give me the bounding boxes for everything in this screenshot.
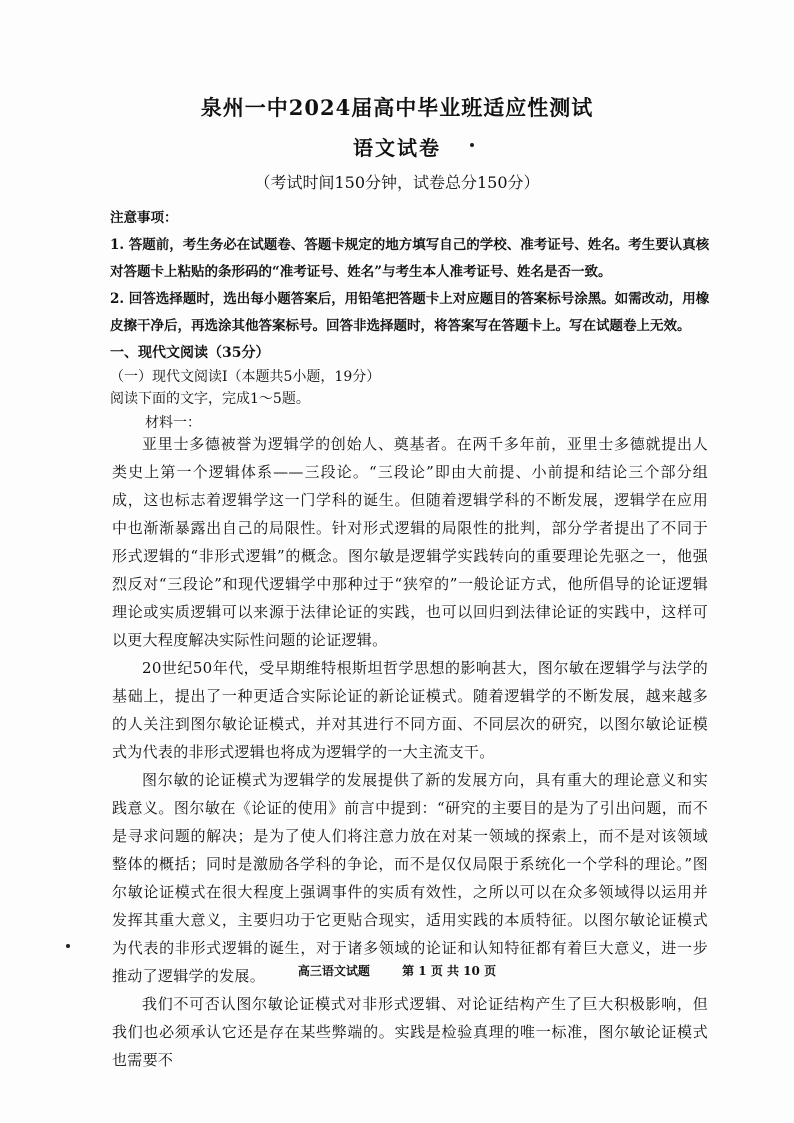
footer-right: 第 1 页 共 10 页	[402, 964, 497, 978]
reading-instruction: 阅读下面的文字，完成1～5题。	[110, 391, 310, 407]
material-label: 材料一：	[145, 415, 201, 431]
section-heading: 一、现代文阅读（35分）	[110, 345, 270, 361]
notes-block	[110, 205, 710, 340]
scan-speck	[66, 944, 70, 948]
passage-paragraph: 图尔敏的论证模式为逻辑学的发展提供了新的发展方向，具有重大的理论意义和实践意义。图尔敏在《论证的使用》前言中提到：“研究的主要目的是为了引出问题，而不是寻求问题的解决；是为了使人们将注意力放在对某一领域的探索上，而不是对该领域整体的概括；同时是激励各学科的争论，而不是仅仅局限于系统化一个学科的理论。”图尔敏论证模式在很大程度上强调事件的实质有效性，之所以可以在众多领域得以运用并发挥其重大意义，主要归功于它更贴合现实，适用实践的本质特征。以图尔敏论证模式为代表的非形式逻辑的诞生，对于诸多领域的论证和认知特征都有着巨大意义，进一步推动了逻辑学的发展。	[112, 771, 708, 985]
exam-title: 泉州一中2024届高中毕业班适应性测试	[200, 95, 594, 120]
notes-item-1: 1. 答题前，考生务必在试题卷、答题卡规定的地方填写自己的学校、准考证号、姓名。考生要认真核对答题卡上粘贴的条形码的“准考证号、姓名”与考生本人准考证号、姓名是否一致。	[110, 237, 710, 280]
notes-heading: 注意事项：	[110, 210, 178, 226]
passage-paragraph: 20世纪50年代，受早期维特根斯坦哲学思想的影响甚大，图尔敏在逻辑学与法学的基础上，提出了一种更适合实际论证的新论证模式。随着逻辑学的不断发展，越来越多的人关注到图尔敏论证模式，并对其进行不同方面、不同层次的研究，以图尔敏论证模式为代表的非形式逻辑也将成为逻辑学的一大主流支干。	[112, 659, 708, 761]
exam-info: （考试时间150分钟，试卷总分150分）	[254, 173, 540, 192]
scan-speck	[470, 143, 474, 147]
notes-item-2: 2. 回答选择题时，选出每小题答案后，用铅笔把答题卡上对应题目的答案标号涂黑。如需改动，用橡皮擦干净后，再选涂其他答案标号。回答非选择题时，将答案写在答题卡上。写在试题卷上无效。	[110, 291, 710, 334]
passage-paragraph: 亚里士多德被誉为逻辑学的创始人、奠基者。在两千多年前，亚里士多德就提出人类史上第一个逻辑体系——三段论。“三段论”即由大前提、小前提和结论三个部分组成，这也标志着逻辑学这一门学科的诞生。但随着逻辑学科的不断发展，逻辑学在应用中也渐渐暴露出自己的局限性。针对形式逻辑的局限性的批判，部分学者提出了不同于形式逻辑的“非形式逻辑”的概念。图尔敏是逻辑学实践转向的重要理论先驱之一，他强烈反对“三段论”和现代逻辑学中那种过于“狭窄的”一般论证方式，他所倡导的论证逻辑理论或实质逻辑可以来源于法律论证的实践，也可以回归到法律论证的实践中，这样可以更大程度解决实际性问题的论证逻辑。	[112, 435, 708, 649]
exam-subtitle: 语文试卷	[353, 136, 441, 160]
footer-left: 高三语文试题	[297, 964, 370, 978]
subsection-heading: （一）现代文阅读Ⅰ（本题共5小题，19分）	[110, 369, 381, 385]
page-footer	[0, 962, 794, 979]
passage-paragraph: 我们不可否认图尔敏论证模式对非形式逻辑、对论证结构产生了巨大积极影响，但我们也必须承认它还是存在某些弊端的。实践是检验真理的唯一标准，图尔敏论证模式也需要不	[112, 995, 708, 1069]
